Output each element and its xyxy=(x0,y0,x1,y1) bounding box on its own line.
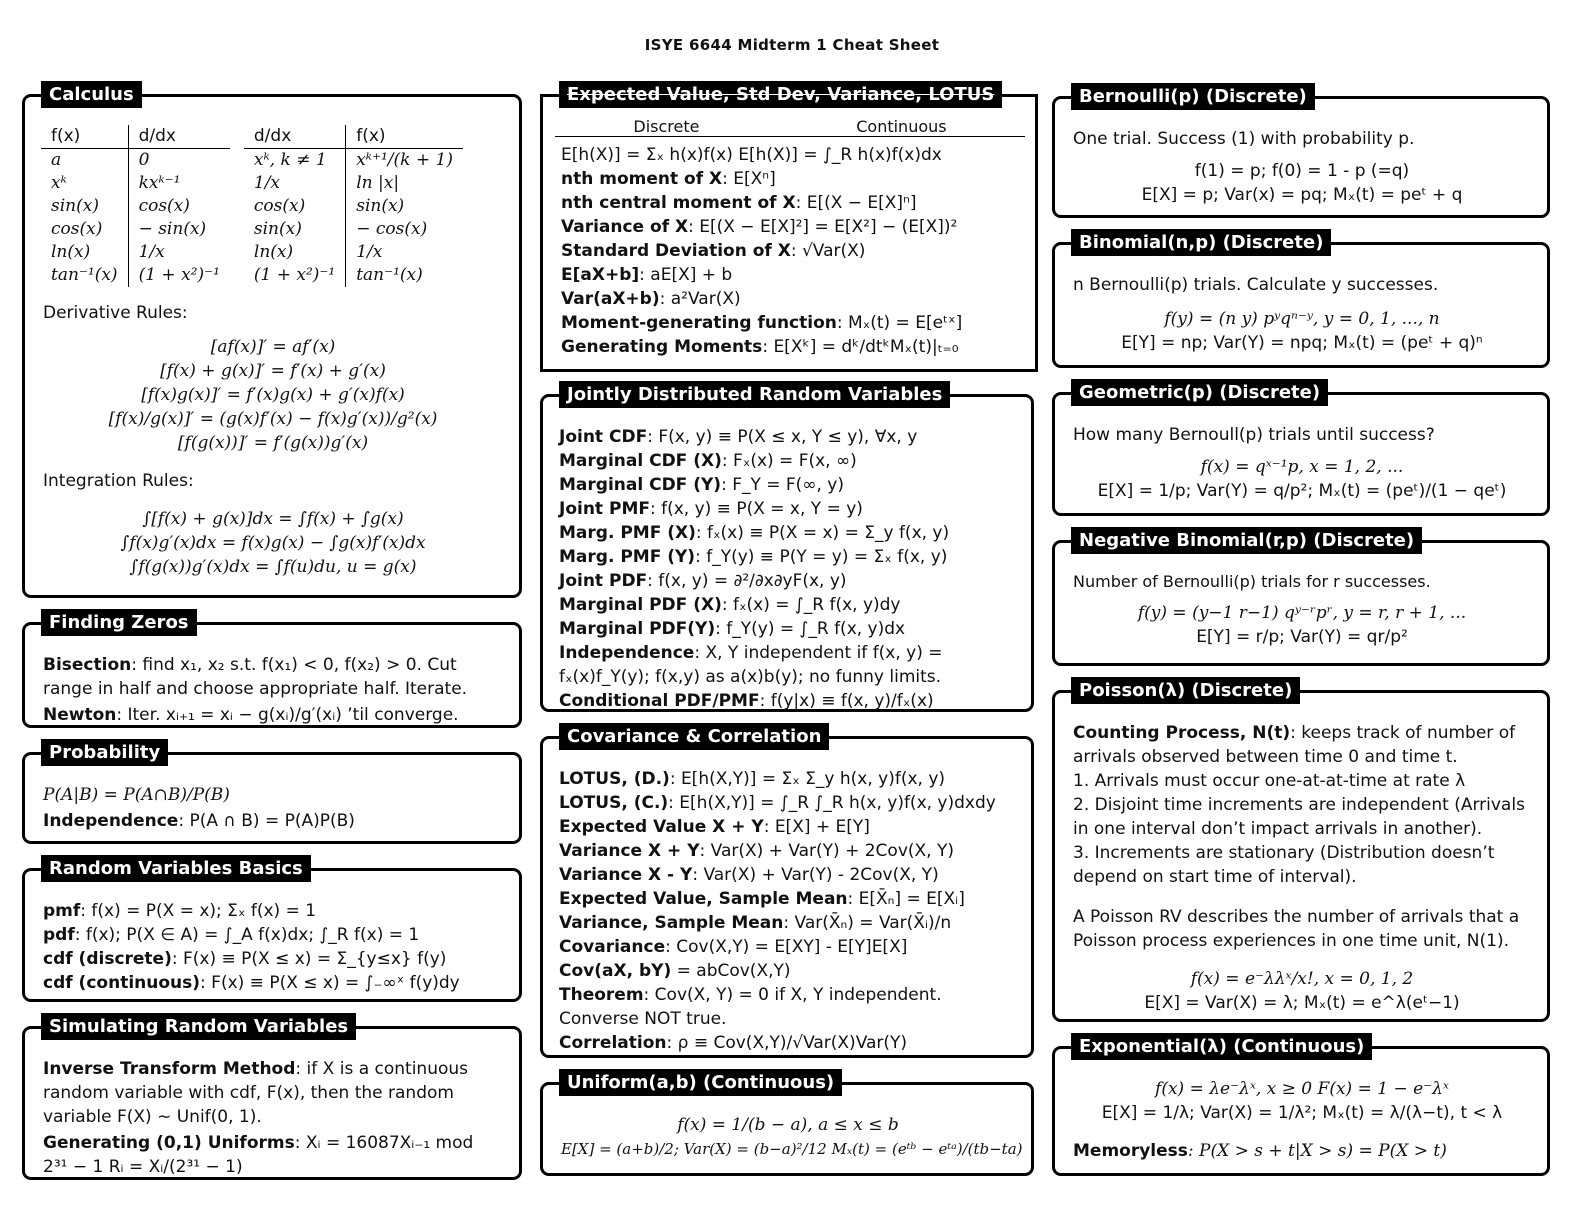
derivative-table-cell: (1 + x²)⁻¹ xyxy=(138,265,220,285)
expected-value-section xyxy=(540,84,1038,372)
derivative-rules-title: Derivative Rules: xyxy=(43,303,188,323)
rv-basics-header: Random Variables Basics xyxy=(41,855,311,882)
exponential-moments: E[X] = 1/λ; Var(X) = 1/λ²; Mₓ(t) = λ/(λ−t), t < λ xyxy=(1101,1103,1503,1123)
binomial-desc: n Bernoulli(p) trials. Calculate y successes. xyxy=(1073,275,1439,295)
poisson-description: A Poisson RV describes the number of arrivals that a Poisson process experiences in one time unit, N(1). xyxy=(1073,907,1520,951)
bernoulli-pmf: f(1) = p; f(0) = 1 - p (=q) xyxy=(1194,161,1410,181)
jointly-distributed-list xyxy=(559,425,1015,713)
generating-uniforms-text: Generating (0,1) Uniforms: Xᵢ = 16087Xᵢ₋₁ mod 2³¹ − 1 Rᵢ = Xᵢ/(2³¹ − 1) xyxy=(43,1133,474,1177)
expected-value-line: Variance of X: E[(X − E[X]²] = E[X²] − (E[X])² xyxy=(561,217,958,237)
uniform-header: Uniform(a,b) (Continuous) xyxy=(559,1069,842,1096)
geometric-desc: How many Bernoull(p) trials until success? xyxy=(1073,425,1435,445)
uniform-section xyxy=(540,1072,1034,1176)
geometric-pmf: f(x) = qˣ⁻¹p, x = 1, 2, ... xyxy=(1200,457,1404,477)
expected-value-line: Generating Moments: E[Xᵏ] = dᵏ/dtᵏMₓ(t)|ₜ₌₀ xyxy=(561,337,959,357)
finding-zeros-section xyxy=(22,612,522,728)
negative-binomial-pmf: f(y) = (y−1 r−1) qʸ⁻ʳpʳ, y = r, r + 1, ... xyxy=(1137,603,1467,623)
antiderivative-table-row xyxy=(244,149,463,173)
newton-text: Newton: Iter. xᵢ₊₁ = xᵢ − g(xᵢ)/g′(xᵢ) ’til converge. xyxy=(43,705,459,725)
covariance-line: Covariance: Cov(X,Y) = E[XY] - E[Y]E[X] xyxy=(559,937,908,957)
derivative-table-cell: cos(x) xyxy=(41,218,128,241)
cdf-discrete-text: cdf (discrete): F(x) ≡ P(X ≤ x) = Σ_{y≤x} f(y) xyxy=(43,949,447,969)
probability-header: Probability xyxy=(41,739,168,766)
derivative-table-row xyxy=(41,264,230,287)
exponential-pdf-cdf: f(x) = λe⁻λˣ, x ≥ 0 F(x) = 1 − e⁻λˣ xyxy=(1155,1079,1449,1099)
simulating-rv-section xyxy=(22,1016,522,1180)
expected-value-line: Standard Deviation of X: √Var(X) xyxy=(561,241,866,261)
expected-value-line: nth moment of X: E[Xⁿ] xyxy=(561,169,776,189)
negative-binomial-moments: E[Y] = r/p; Var(Y) = qr/p² xyxy=(1196,627,1408,647)
derivative-table-cell: cos(x) xyxy=(138,196,190,216)
expected-value-line: E[aX+b]: aE[X] + b xyxy=(561,265,733,285)
covariance-list xyxy=(559,767,1015,1055)
calculus-section xyxy=(22,84,522,598)
expected-value-line: Var(aX+b): a²Var(X) xyxy=(561,289,741,309)
bernoulli-moments: E[X] = p; Var(x) = pq; Mₓ(t) = peᵗ + q xyxy=(1141,185,1463,205)
joint-distribution-line: Marginal CDF (Y): F_Y = F(∞, y) xyxy=(559,475,844,495)
covariance-line: Variance X + Y: Var(X) + Var(Y) + 2Cov(X, Y) xyxy=(559,841,954,861)
derivative-table-cell: tan⁻¹(x) xyxy=(41,264,128,287)
negative-binomial-section xyxy=(1052,530,1550,666)
covariance-line: Expected Value, Sample Mean: E[X̄ₙ] = E[Xᵢ] xyxy=(559,889,965,909)
page-title: ISYE 6644 Midterm 1 Cheat Sheet xyxy=(644,36,940,54)
covariance-line: Theorem: Cov(X, Y) = 0 if X, Y independent. Converse NOT true. xyxy=(559,985,942,1029)
antiderivative-table-cell: xᵏ, k ≠ 1 xyxy=(244,149,346,173)
derivative-table-row xyxy=(41,149,230,173)
antiderivative-table-row xyxy=(244,172,463,195)
pmf-text: pmf: f(x) = P(X = x); Σₓ f(x) = 1 xyxy=(43,901,317,921)
integration-rule: ∫[f(x) + g(x)]dx = ∫f(x) + ∫g(x) xyxy=(142,509,404,529)
covariance-line: Expected Value X + Y: E[X] + E[Y] xyxy=(559,817,870,837)
derivative-table-row xyxy=(41,241,230,264)
covariance-line: LOTUS, (C.): E[h(X,Y)] = ∫_R ∫_R h(x, y)f(x, y)dxdy xyxy=(559,793,996,813)
geometric-moments: E[X] = 1/p; Var(Y) = q/p²; Mₓ(t) = (peᵗ)/(1 − qeᵗ) xyxy=(1097,481,1507,501)
integration-rules-title: Integration Rules: xyxy=(43,471,194,491)
poisson-property-2: 2. Disjoint time increments are independent (Arrivals in one interval don’t impact arrivals in another). xyxy=(1073,795,1525,839)
poisson-property-1: 1. Arrivals must occur one-at-at-time at rate λ xyxy=(1073,771,1466,791)
antiderivative-table-cell: ln(x) xyxy=(244,241,346,264)
derivative-table-left xyxy=(41,125,230,287)
derivative-rule: [f(x)g(x)]′ = f′(x)g(x) + g′(x)f(x) xyxy=(141,385,405,405)
derivative-table-cell: a xyxy=(41,149,128,173)
joint-distribution-line: Marg. PMF (X): fₓ(x) ≡ P(X = x) = Σ_y f(x, y) xyxy=(559,523,950,543)
derivative-table-cell: 0 xyxy=(138,150,150,170)
derivative-table-col-header: f(x) xyxy=(41,125,128,149)
antiderivative-table-row xyxy=(244,195,463,218)
derivative-table-row xyxy=(41,195,230,218)
poisson-header: Poisson(λ) (Discrete) xyxy=(1071,677,1300,704)
derivative-rule: [f(x)/g(x)]′ = (g(x)f′(x) − f(x)g′(x))/g²(x) xyxy=(108,409,438,429)
expected-value-line: nth central moment of X: E[(X − E[X]ⁿ] xyxy=(561,193,917,213)
derivative-rule: [af(x)]′ = af′(x) xyxy=(210,337,336,357)
joint-distribution-line: Conditional PDF/PMF: f(y|x) ≡ f(x, y)/fₓ(x) xyxy=(559,691,934,711)
poisson-section xyxy=(1052,680,1550,1022)
joint-distribution-line: Joint PDF: f(x, y) = ∂²/∂x∂yF(x, y) xyxy=(559,571,847,591)
binomial-section xyxy=(1052,232,1550,368)
negative-binomial-header: Negative Binomial(r,p) (Discrete) xyxy=(1071,527,1422,554)
derivative-table-cell: sin(x) xyxy=(41,195,128,218)
derivative-rule: [f(g(x))]′ = f′(g(x))g′(x) xyxy=(177,433,369,453)
joint-distribution-line: Joint CDF: F(x, y) ≡ P(X ≤ x, Y ≤ y), ∀x, y xyxy=(559,427,918,447)
derivative-table-cell: 1/x xyxy=(138,242,165,262)
expected-value-column-headers xyxy=(555,117,1025,137)
simulating-rv-header: Simulating Random Variables xyxy=(41,1013,356,1040)
pdf-text: pdf: f(x); P(X ∈ A) = ∫_A f(x)dx; ∫_R f(x) = 1 xyxy=(43,925,420,945)
covariance-line: LOTUS, (D.): E[h(X,Y)] = Σₓ Σ_y h(x, y)f(x, y) xyxy=(559,769,946,789)
counting-process-text: Counting Process, N(t): keeps track of number of arrivals observed between time 0 and time t. xyxy=(1073,723,1516,767)
rv-basics-section xyxy=(22,858,522,1002)
integration-rule: ∫f(x)g′(x)dx = f(x)g(x) − ∫g(x)f′(x)dx xyxy=(120,533,426,553)
inverse-transform-text: Inverse Transform Method: if X is a continuous random variable with cdf, F(x), then the random variable F(X) ∼ Unif(0, 1). xyxy=(43,1059,469,1127)
exponential-section xyxy=(1052,1036,1550,1176)
derivative-rules-list xyxy=(43,335,503,455)
antiderivative-table-cell: sin(x) xyxy=(244,218,346,241)
integration-rule: ∫f(g(x))g′(x)dx = ∫f(u)du, u = g(x) xyxy=(129,557,417,577)
poisson-moments: E[X] = Var(X) = λ; Mₓ(t) = e^λ(eᵗ−1) xyxy=(1144,993,1460,1013)
antiderivative-table-cell: 1/x xyxy=(244,172,346,195)
derivative-rule: [f(x) + g(x)]′ = f′(x) + g′(x) xyxy=(160,361,386,381)
antiderivative-table-cell: − cos(x) xyxy=(356,219,428,239)
bernoulli-desc: One trial. Success (1) with probability p. xyxy=(1073,129,1415,149)
antiderivative-table-cell: (1 + x²)⁻¹ xyxy=(244,264,346,287)
bernoulli-header: Bernoulli(p) (Discrete) xyxy=(1071,83,1315,110)
exponential-header: Exponential(λ) (Continuous) xyxy=(1071,1033,1372,1060)
joint-distribution-line: Marginal PDF (X): fₓ(x) = ∫_R f(x, y)dy xyxy=(559,595,901,615)
joint-distribution-line: Marginal PDF(Y): f_Y(y) = ∫_R f(x, y)dx xyxy=(559,619,906,639)
integration-rules-list xyxy=(43,507,503,579)
bernoulli-section xyxy=(1052,86,1550,218)
joint-distribution-line: Marginal CDF (X): Fₓ(x) = F(x, ∞) xyxy=(559,451,857,471)
derivative-table-row xyxy=(41,172,230,195)
covariance-line: Cov(aX, bY) = abCov(X,Y) xyxy=(559,961,791,981)
antiderivative-table-cell: xᵏ⁺¹/(k + 1) xyxy=(356,150,453,170)
antiderivative-table-cell: tan⁻¹(x) xyxy=(356,265,423,285)
expected-value-header: Expected Value, Std Dev, Variance, LOTUS xyxy=(559,81,1002,108)
binomial-header: Binomial(n,p) (Discrete) xyxy=(1071,229,1331,256)
uniform-pdf: f(x) = 1/(b − a), a ≤ x ≤ b xyxy=(677,1115,899,1135)
finding-zeros-header: Finding Zeros xyxy=(41,609,197,636)
covariance-header: Covariance & Correlation xyxy=(559,723,829,750)
antiderivative-table-row xyxy=(244,218,463,241)
joint-distribution-line: Joint PMF: f(x, y) ≡ P(X = x, Y = y) xyxy=(559,499,863,519)
derivative-table-cell: − sin(x) xyxy=(138,219,207,239)
cdf-continuous-text: cdf (continuous): F(x) ≡ P(X ≤ x) = ∫₋∞ˣ f(y)dy xyxy=(43,973,460,993)
negative-binomial-desc: Number of Bernoulli(p) trials for r successes. xyxy=(1073,572,1431,591)
poisson-property-3: 3. Increments are stationary (Distribution doesn’t depend on start time of interval). xyxy=(1073,843,1495,887)
joint-distribution-line: Independence: X, Y independent if f(x, y) = fₓ(x)f_Y(y); f(x,y) as a(x)b(y); no funny limits. xyxy=(559,643,943,687)
derivative-table-cell: kxᵏ⁻¹ xyxy=(138,173,181,193)
antiderivative-table-col-header: d/dx xyxy=(244,125,346,149)
probability-section xyxy=(22,742,522,844)
calculus-header: Calculus xyxy=(41,81,142,108)
geometric-section xyxy=(1052,382,1550,516)
derivative-table-row xyxy=(41,218,230,241)
continuous-column-label: Continuous xyxy=(856,117,947,136)
derivative-table-cell: xᵏ xyxy=(41,172,128,195)
bisection-text: Bisection: find x₁, x₂ s.t. f(x₁) < 0, f(x₂) > 0. Cut range in half and choose appropriate half. Iterate. xyxy=(43,655,468,699)
derivative-table-col-header: d/dx xyxy=(128,125,230,149)
geometric-header: Geometric(p) (Discrete) xyxy=(1071,379,1328,406)
covariance-line: Variance, Sample Mean: Var(X̄ₙ) = Var(X̄ᵢ)/n xyxy=(559,913,952,933)
binomial-moments: E[Y] = np; Var(Y) = npq; Mₓ(t) = (peᵗ + q)ⁿ xyxy=(1121,333,1483,353)
conditional-probability: P(A|B) = P(A∩B)/P(B) xyxy=(43,785,230,805)
independence-text: Independence: P(A ∩ B) = P(A)P(B) xyxy=(43,811,355,831)
expected-value-line: Moment-generating function: Mₓ(t) = E[eᵗˣ] xyxy=(561,313,963,333)
binomial-pmf: f(y) = (n y) pʸqⁿ⁻ʸ, y = 0, 1, ..., n xyxy=(1164,309,1440,329)
antiderivative-table-cell: cos(x) xyxy=(244,195,346,218)
covariance-line: Variance X - Y: Var(X) + Var(Y) - 2Cov(X, Y) xyxy=(559,865,939,885)
antiderivative-table-right xyxy=(244,125,463,287)
covariance-line: Correlation: ρ ≡ Cov(X,Y)/√Var(X)Var(Y) xyxy=(559,1033,908,1053)
expected-value-list xyxy=(561,143,1019,359)
jointly-distributed-section xyxy=(540,384,1034,712)
antiderivative-table-row xyxy=(244,241,463,264)
jointly-distributed-header: Jointly Distributed Random Variables xyxy=(559,381,950,408)
antiderivative-table-col-header: f(x) xyxy=(346,125,463,149)
memoryless-text: Memoryless: P(X > s + t|X > s) = P(X > t) xyxy=(1073,1141,1447,1161)
derivative-table-cell: ln(x) xyxy=(41,241,128,264)
discrete-column-label: Discrete xyxy=(633,117,700,136)
antiderivative-table-cell: sin(x) xyxy=(356,196,405,216)
covariance-section xyxy=(540,726,1034,1058)
poisson-pmf: f(x) = e⁻λλˣ/x!, x = 0, 1, 2 xyxy=(1190,969,1414,989)
uniform-moments: E[X] = (a+b)/2; Var(X) = (b−a)²/12 Mₓ(t) = (eᵗᵇ − eᵗᵃ)/(tb−ta) xyxy=(561,1140,1023,1158)
antiderivative-table-cell: ln |x| xyxy=(356,173,400,193)
antiderivative-table-cell: 1/x xyxy=(356,242,383,262)
expected-value-line: E[h(X)] = Σₓ h(x)f(x) E[h(X)] = ∫_R h(x)f(x)dx xyxy=(561,145,942,165)
joint-distribution-line: Marg. PMF (Y): f_Y(y) ≡ P(Y = y) = Σₓ f(x, y) xyxy=(559,547,948,567)
antiderivative-table-row xyxy=(244,264,463,287)
